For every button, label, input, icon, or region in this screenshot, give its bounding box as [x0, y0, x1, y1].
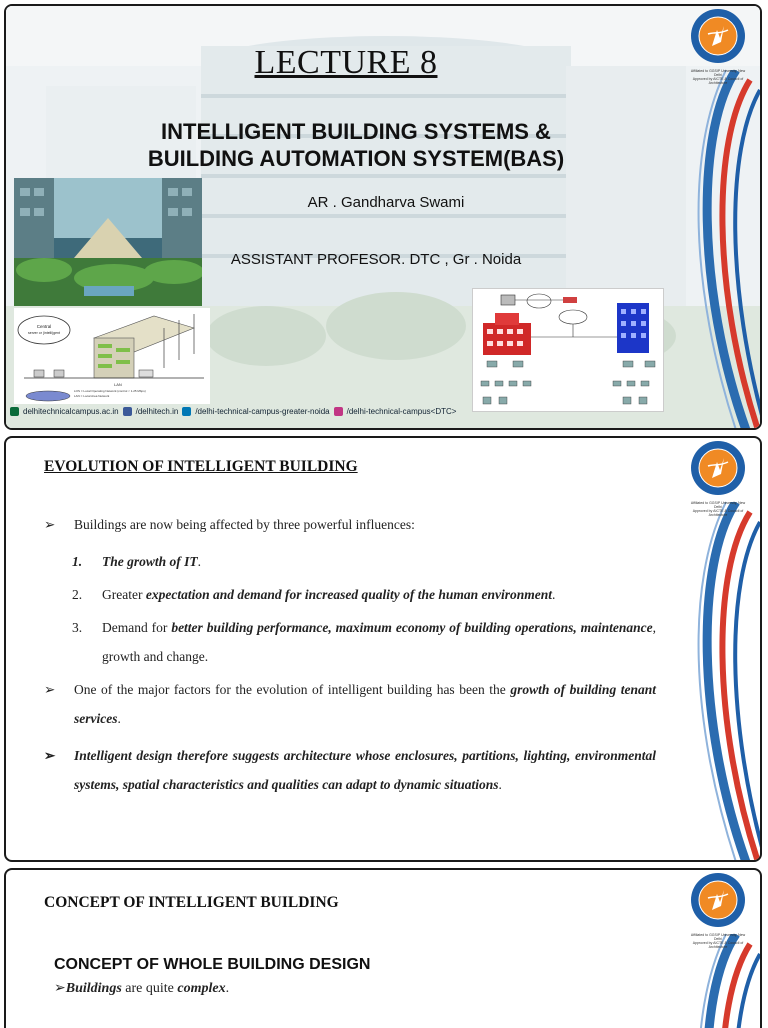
item-number: 1. — [72, 554, 83, 569]
logo-caption-1: Affiliated to GGSIP University, New Delhi — [690, 933, 746, 941]
bullet-text: Intelligent design therefore suggests architecture whose enclosures, partitions, lighting, environmental systems, spatial characteristics and qualities can adapt to dynamic situations — [74, 748, 656, 792]
bullet-emphasis: complex — [177, 981, 226, 996]
item-text: The growth of IT — [102, 554, 198, 569]
bullet-item: ➢ Intelligent design therefore suggests architecture whose enclosures, partitions, lighting, environmental systems, spatial characteristics and qualities can adapt to dynamic situations. — [44, 741, 656, 799]
logo-caption-2: Approved by AICTE & Council of Architecture — [692, 509, 744, 517]
facebook-link[interactable]: /delhitech.in — [135, 406, 179, 416]
svg-text:Central: Central — [36, 324, 52, 329]
item-emphasis: expectation and demand for increased quality of the human environment — [145, 587, 552, 602]
bullet-item: ➢Buildings are quite complex. — [54, 981, 230, 996]
bullet-emphasis: Buildings — [65, 981, 122, 996]
logo-caption-1: Affiliated to GGSIP University, New Delhi — [690, 501, 746, 509]
numbered-item — [44, 613, 656, 671]
slide-heading: EVOLUTION OF INTELLIGENT BUILDING — [44, 458, 358, 475]
lecture-title: LECTURE 8 — [254, 44, 438, 81]
bullet-item: ➢ One of the major factors for the evolution of intelligent building has been the growth of building tenant services. — [44, 675, 656, 733]
item-text: Greater — [102, 587, 146, 602]
dtc-logo-emblem — [690, 872, 746, 928]
bullet-emphasis: growth of building tenant services — [74, 682, 656, 726]
item-number: 2. — [72, 587, 83, 602]
slide-3 — [4, 868, 762, 1028]
svg-text:server or (intelli)gent: server or (intelli)gent — [28, 331, 60, 335]
slide-body — [44, 510, 656, 807]
item-number: 3. — [72, 620, 83, 635]
linkedin-icon — [182, 407, 191, 416]
linkedin-link[interactable]: /delhi-technical-campus-greater-noida — [195, 406, 330, 416]
item-emphasis: better building performance, maximum economy of building operations, maintenance — [171, 620, 653, 635]
slide-2 — [4, 436, 762, 862]
building-network-image — [472, 288, 664, 412]
diagram-lan-label: LAN — [114, 382, 122, 387]
bullet-text: One of the major factors for the evolution of intelligent building has been the — [74, 682, 511, 697]
website-link[interactable]: delhitechnicalcampus.ac.in — [23, 406, 119, 416]
lecture-subtitle — [46, 118, 666, 172]
decorative-swoosh — [676, 502, 760, 862]
item-text: Demand for — [102, 620, 172, 635]
dtc-logo — [690, 872, 746, 949]
dtc-logo-emblem — [690, 440, 746, 496]
diagram-legend-1: LOS = Local Operating Network (control < 1.25 Mbps) — [74, 389, 146, 393]
numbered-item: 1. The growth of IT. — [44, 547, 656, 576]
instagram-link[interactable]: /delhi-technical-campus<DTC> — [346, 406, 457, 416]
dtc-logo-emblem — [690, 8, 746, 64]
slide-heading: CONCEPT OF INTELLIGENT BUILDING — [44, 894, 339, 911]
item-text-end: , growth and change. — [102, 620, 657, 664]
subtitle-line-1: INTELLIGENT BUILDING SYSTEMS & — [161, 119, 551, 144]
slide-1 — [4, 4, 762, 430]
logo-caption-2: Approved by AICTE & Council of Architecture — [692, 941, 744, 949]
logo-caption-2: Approved by AICTE & Council of Architecture — [692, 77, 744, 85]
dtc-logo — [690, 440, 746, 517]
author-name: AR . Gandharva Swami — [307, 194, 465, 211]
dtc-logo — [690, 8, 746, 85]
arrow-bullet-icon: ➢ — [44, 682, 56, 697]
social-links-bar — [6, 402, 456, 420]
arrow-bullet-icon: ➢ — [44, 517, 56, 532]
subtitle-line-2: BUILDING AUTOMATION SYSTEM(BAS) — [147, 146, 565, 171]
diagram-legend-2: LAN = Local Area Network — [74, 394, 110, 398]
arrow-bullet-icon: ➢ — [44, 748, 56, 763]
bullet-item — [44, 510, 656, 539]
author-position: ASSISTANT PROFESOR. DTC , Gr . Noida — [230, 251, 522, 268]
bullet-text: are quite — [121, 981, 178, 996]
bullet-text: Buildings are now being affected by three powerful influences: — [74, 517, 415, 532]
atrium-photo — [14, 178, 202, 306]
slide-subheading: CONCEPT OF WHOLE BUILDING DESIGN — [54, 956, 371, 973]
facebook-icon — [123, 407, 132, 416]
decorative-swoosh — [676, 70, 760, 430]
arrow-bullet-icon: ➢ — [54, 981, 66, 996]
globe-icon — [10, 407, 19, 416]
logo-caption-1: Affiliated to GGSIP University, New Delhi — [690, 69, 746, 77]
instagram-icon — [334, 407, 343, 416]
numbered-item: 2. Greater expectation and demand for increased quality of the human environment. — [44, 580, 656, 609]
bas-network-diagram — [14, 308, 210, 404]
